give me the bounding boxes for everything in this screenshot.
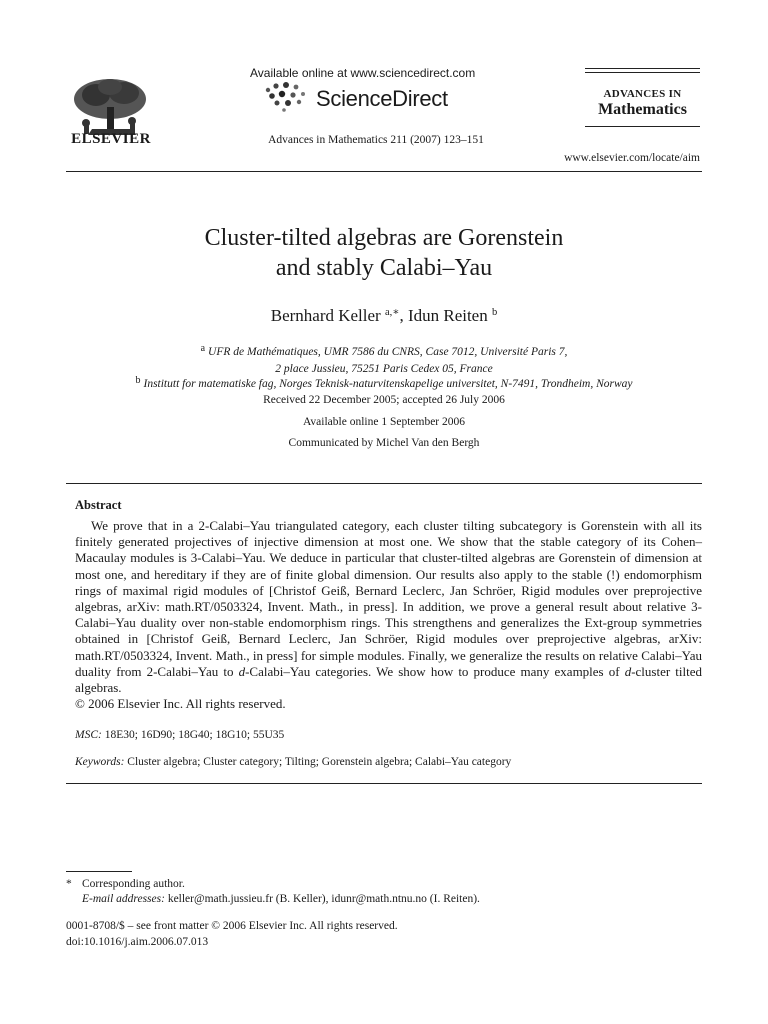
affiliation-b (66, 372, 702, 393)
author-list (66, 306, 702, 326)
journal-logo-line1: ADVANCES IN (603, 88, 682, 100)
received-dates: Received 22 December 2005; accepted 26 July 2006 (263, 394, 505, 406)
author-separator: , (399, 306, 408, 325)
msc-value: 18E30; 16D90; 18G40; 18G10; 55U35 (101, 729, 285, 741)
keywords-label: Keywords: (75, 756, 125, 768)
doi-link[interactable]: doi:10.1016/j.aim.2006.07.013 (66, 936, 209, 948)
abstract-heading: Abstract (75, 498, 122, 512)
abstract-text: We prove that in a 2-Calabi–Yau triangulated category, each cluster tilting subcategory is Gorenstein with all its finitely generated projectives of injective dimension at most one. We show that the stable category of its Cohen–Macaulay modules is 3-Calabi–Yau. We deduce in particular that cluster-tilted algebras are Gorenstein of dimension at most one, and hereditary if they are of finite global dimension. Our results also apply to the stable (!) endomorphism rings of maximal rigid modules of [Christof Geiß, Bernard Leclerc, Jan Schröer, Rigid modules over preprojective algebras, arXiv: math.RT/0503324, Invent. Math., in press]. In addition, we prove a general result about relative 3-Calabi–Yau duality over non-stable endomorphism rings. This strengthens and generalizes the Ext-group symmetries obtained in [Christof Geiß, Bernard Leclerc, Jan Schröer, Rigid modules over preprojective algebras, arXiv: math.RT/0503324, Invent. Math., in press] for simple modules. Finally, we generalize the results on relative Calabi–Yau duality from 2-Calabi–Yau to (75, 518, 702, 679)
affiliation-mark: a (200, 343, 206, 354)
footnote-rule (66, 871, 132, 872)
affiliation-mark: b (135, 375, 141, 386)
paper-title (66, 223, 702, 283)
email-label: E-mail addresses: (82, 893, 165, 905)
msc-classification (75, 729, 284, 741)
abstract-top-rule (66, 483, 702, 484)
math-variable: d (238, 663, 246, 679)
footnote-star: * (66, 878, 72, 890)
abstract-bottom-rule (66, 783, 702, 784)
paper-title-line2: and stably Calabi–Yau (275, 255, 493, 281)
abstract-copyright: © 2006 Elsevier Inc. All rights reserved. (75, 696, 286, 712)
affiliation-text: UFR de Mathématiques, UMR 7586 du CNRS, Case 7012, Université Paris 7, (208, 346, 568, 358)
header-divider (66, 171, 702, 172)
author-name[interactable]: Bernhard Keller (270, 306, 381, 325)
author-affiliation-mark: b (491, 307, 498, 319)
journal-logo-rule (585, 72, 700, 73)
journal-citation: Advances in Mathematics 211 (2007) 123–151 (268, 134, 484, 146)
corresponding-text: Corresponding author. (82, 878, 185, 890)
keywords-value: Cluster algebra; Cluster category; Tilting; Gorenstein algebra; Calabi–Yau category (124, 756, 512, 768)
publisher-name: ELSEVIER (71, 131, 151, 147)
msc-label: MSC: (75, 729, 102, 741)
author-affiliation-mark: a,∗ (384, 307, 400, 319)
journal-logo-rule (585, 126, 700, 127)
journal-logo-line2: Mathematics (598, 101, 687, 118)
communicated-by: Communicated by Michel Van den Bergh (288, 437, 480, 449)
journal-url-link[interactable]: www.elsevier.com/locate/aim (564, 152, 700, 164)
available-online-date: Available online 1 September 2006 (302, 416, 466, 428)
email-addresses (82, 893, 480, 905)
abstract-text: -Calabi–Yau categories. We show how to produce many examples of (245, 663, 625, 679)
issn-line: 0001-8708/$ – see front matter © 2006 Elsevier Inc. All rights reserved. (66, 920, 398, 932)
affiliation-text: 2 place Jussieu, 75251 Paris Cedex 05, France (275, 363, 493, 375)
affiliation-text: Institutt for matematiske fag, Norges Teknisk-naturvitenskapelige universitet, N-7491, Trondheim, Norway (143, 378, 633, 390)
paper-title-line1: Cluster-tilted algebras are Gorenstein (204, 225, 564, 251)
email-value[interactable]: keller@math.jussieu.fr (B. Keller), idunr@math.ntnu.no (I. Reiten). (164, 893, 480, 905)
author-name[interactable]: Idun Reiten (407, 306, 488, 325)
math-variable: d (624, 663, 632, 679)
abstract-text: -cluster tilted algebras. (75, 663, 703, 696)
keywords (75, 756, 511, 768)
sciencedirect-dots-icon (262, 80, 312, 112)
abstract-body (75, 518, 702, 712)
corresponding-author-note (66, 878, 185, 890)
sciencedirect-wordmark: ScienceDirect (316, 86, 448, 111)
sciencedirect-availability: Available online at www.sciencedirect.com (250, 66, 476, 80)
journal-logo-rule (585, 68, 700, 69)
